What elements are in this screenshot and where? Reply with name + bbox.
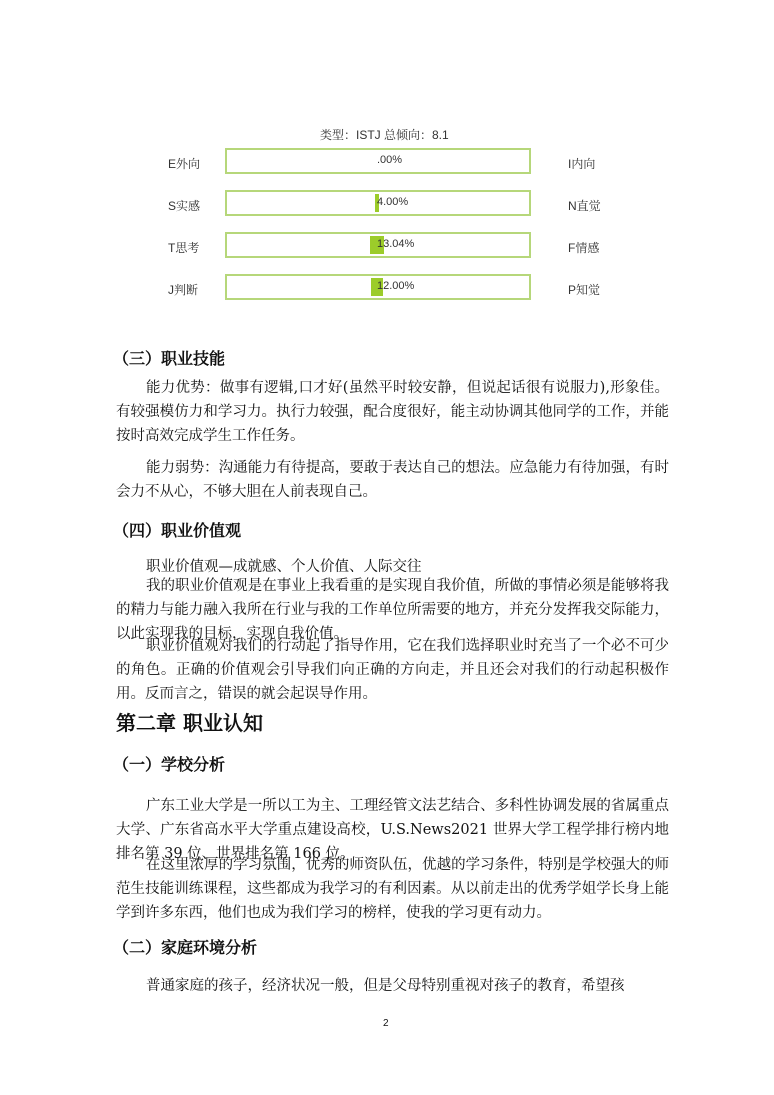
- mbti-left-label: S实感: [168, 199, 201, 213]
- paragraph-skills-weaknesses: 能力弱势：沟通能力有待提高，要敢于表达自己的想法。应急能力有待加强，有时会力不从心，不够大胆在人前表现自己。: [116, 460, 669, 500]
- paragraph-family-1: 普通家庭的孩子，经济状况一般，但是父母特别重视对孩子的教育，希望孩: [146, 978, 625, 994]
- mbti-chart-title: 类型：ISTJ 总倾向：8.1: [320, 128, 449, 142]
- mbti-row-sn: [150, 190, 620, 220]
- section-heading-family: （二）家庭环境分析: [113, 938, 258, 957]
- chapter-title: 第二章 职业认知: [116, 711, 263, 735]
- section-heading-skills: （三）职业技能: [113, 349, 226, 368]
- mbti-bar: [225, 274, 531, 300]
- mbti-right-label: P知觉: [568, 283, 601, 297]
- mbti-right-label: F情感: [568, 241, 600, 255]
- paragraph-skills-strengths: 能力优势：做事有逻辑,口才好(虽然平时较安静，但说起话很有说服力),形象佳。有较强模仿力和学习力。执行力较强，配合度很好，能主动协调其他同学的工作，并能按时高效完成学生工作任务。: [116, 380, 669, 444]
- section-heading-values: （四）职业价值观: [113, 521, 242, 540]
- mbti-left-label: E外向: [168, 157, 201, 171]
- paragraph-values-1: 我的职业价值观是在事业上我看重的是实现自我价值，所做的事情必须是能够将我的精力与能力融入我所在行业与我的工作单位所需要的地方，并充分发挥我交际能力，以此实现我的目标，实现自我价值。: [116, 578, 669, 642]
- mbti-bar: [225, 232, 531, 258]
- mbti-percent-label: .00%: [377, 154, 403, 166]
- page-number: 2: [383, 1018, 389, 1029]
- mbti-bar: [225, 190, 531, 216]
- mbti-percent-label: 13.04%: [377, 238, 415, 250]
- mbti-percent-label: 12.00%: [377, 280, 415, 292]
- mbti-right-label: I内向: [568, 157, 596, 171]
- section-heading-school: （一）学校分析: [113, 755, 226, 774]
- mbti-row-jp: [150, 274, 620, 304]
- mbti-bar: [225, 148, 531, 174]
- mbti-right-label: N直觉: [568, 199, 601, 213]
- paragraph-values-2: 职业价值观对我们的行动起了指导作用，它在我们选择职业时充当了一个必不可少的角色。正确的价值观会引导我们向正确的方向走，并且还会对我们的行动起积极作用。反而言之，错误的就会起误导作用。: [116, 638, 669, 702]
- paragraph-school-2: 在这里浓厚的学习氛围，优秀的师资队伍，优越的学习条件，特别是学校强大的师范生技能训练课程，这些都成为我学习的有利因素。从以前走出的优秀学姐学长身上能学到许多东西，他们也成为我们学习的榜样，使我的学习更有动力。: [116, 857, 669, 921]
- paragraph-school-1: 广东工业大学是一所以工为主、工理经管文法艺结合、多科性协调发展的省属重点大学、广东省高水平大学重点建设高校，U.S.News2021 世界大学工程学排行榜内地排名第 39 位、世界排名第 166 位。: [116, 798, 669, 862]
- mbti-row-tf: [150, 232, 620, 262]
- mbti-left-label: T思考: [168, 241, 200, 255]
- mbti-row-ei: [150, 148, 620, 178]
- mbti-percent-label: 4.00%: [377, 196, 409, 208]
- mbti-chart: [150, 126, 620, 306]
- values-summary-line: 职业价值观—成就感、个人价值、人际交往: [146, 559, 422, 575]
- mbti-left-label: J判断: [168, 283, 199, 297]
